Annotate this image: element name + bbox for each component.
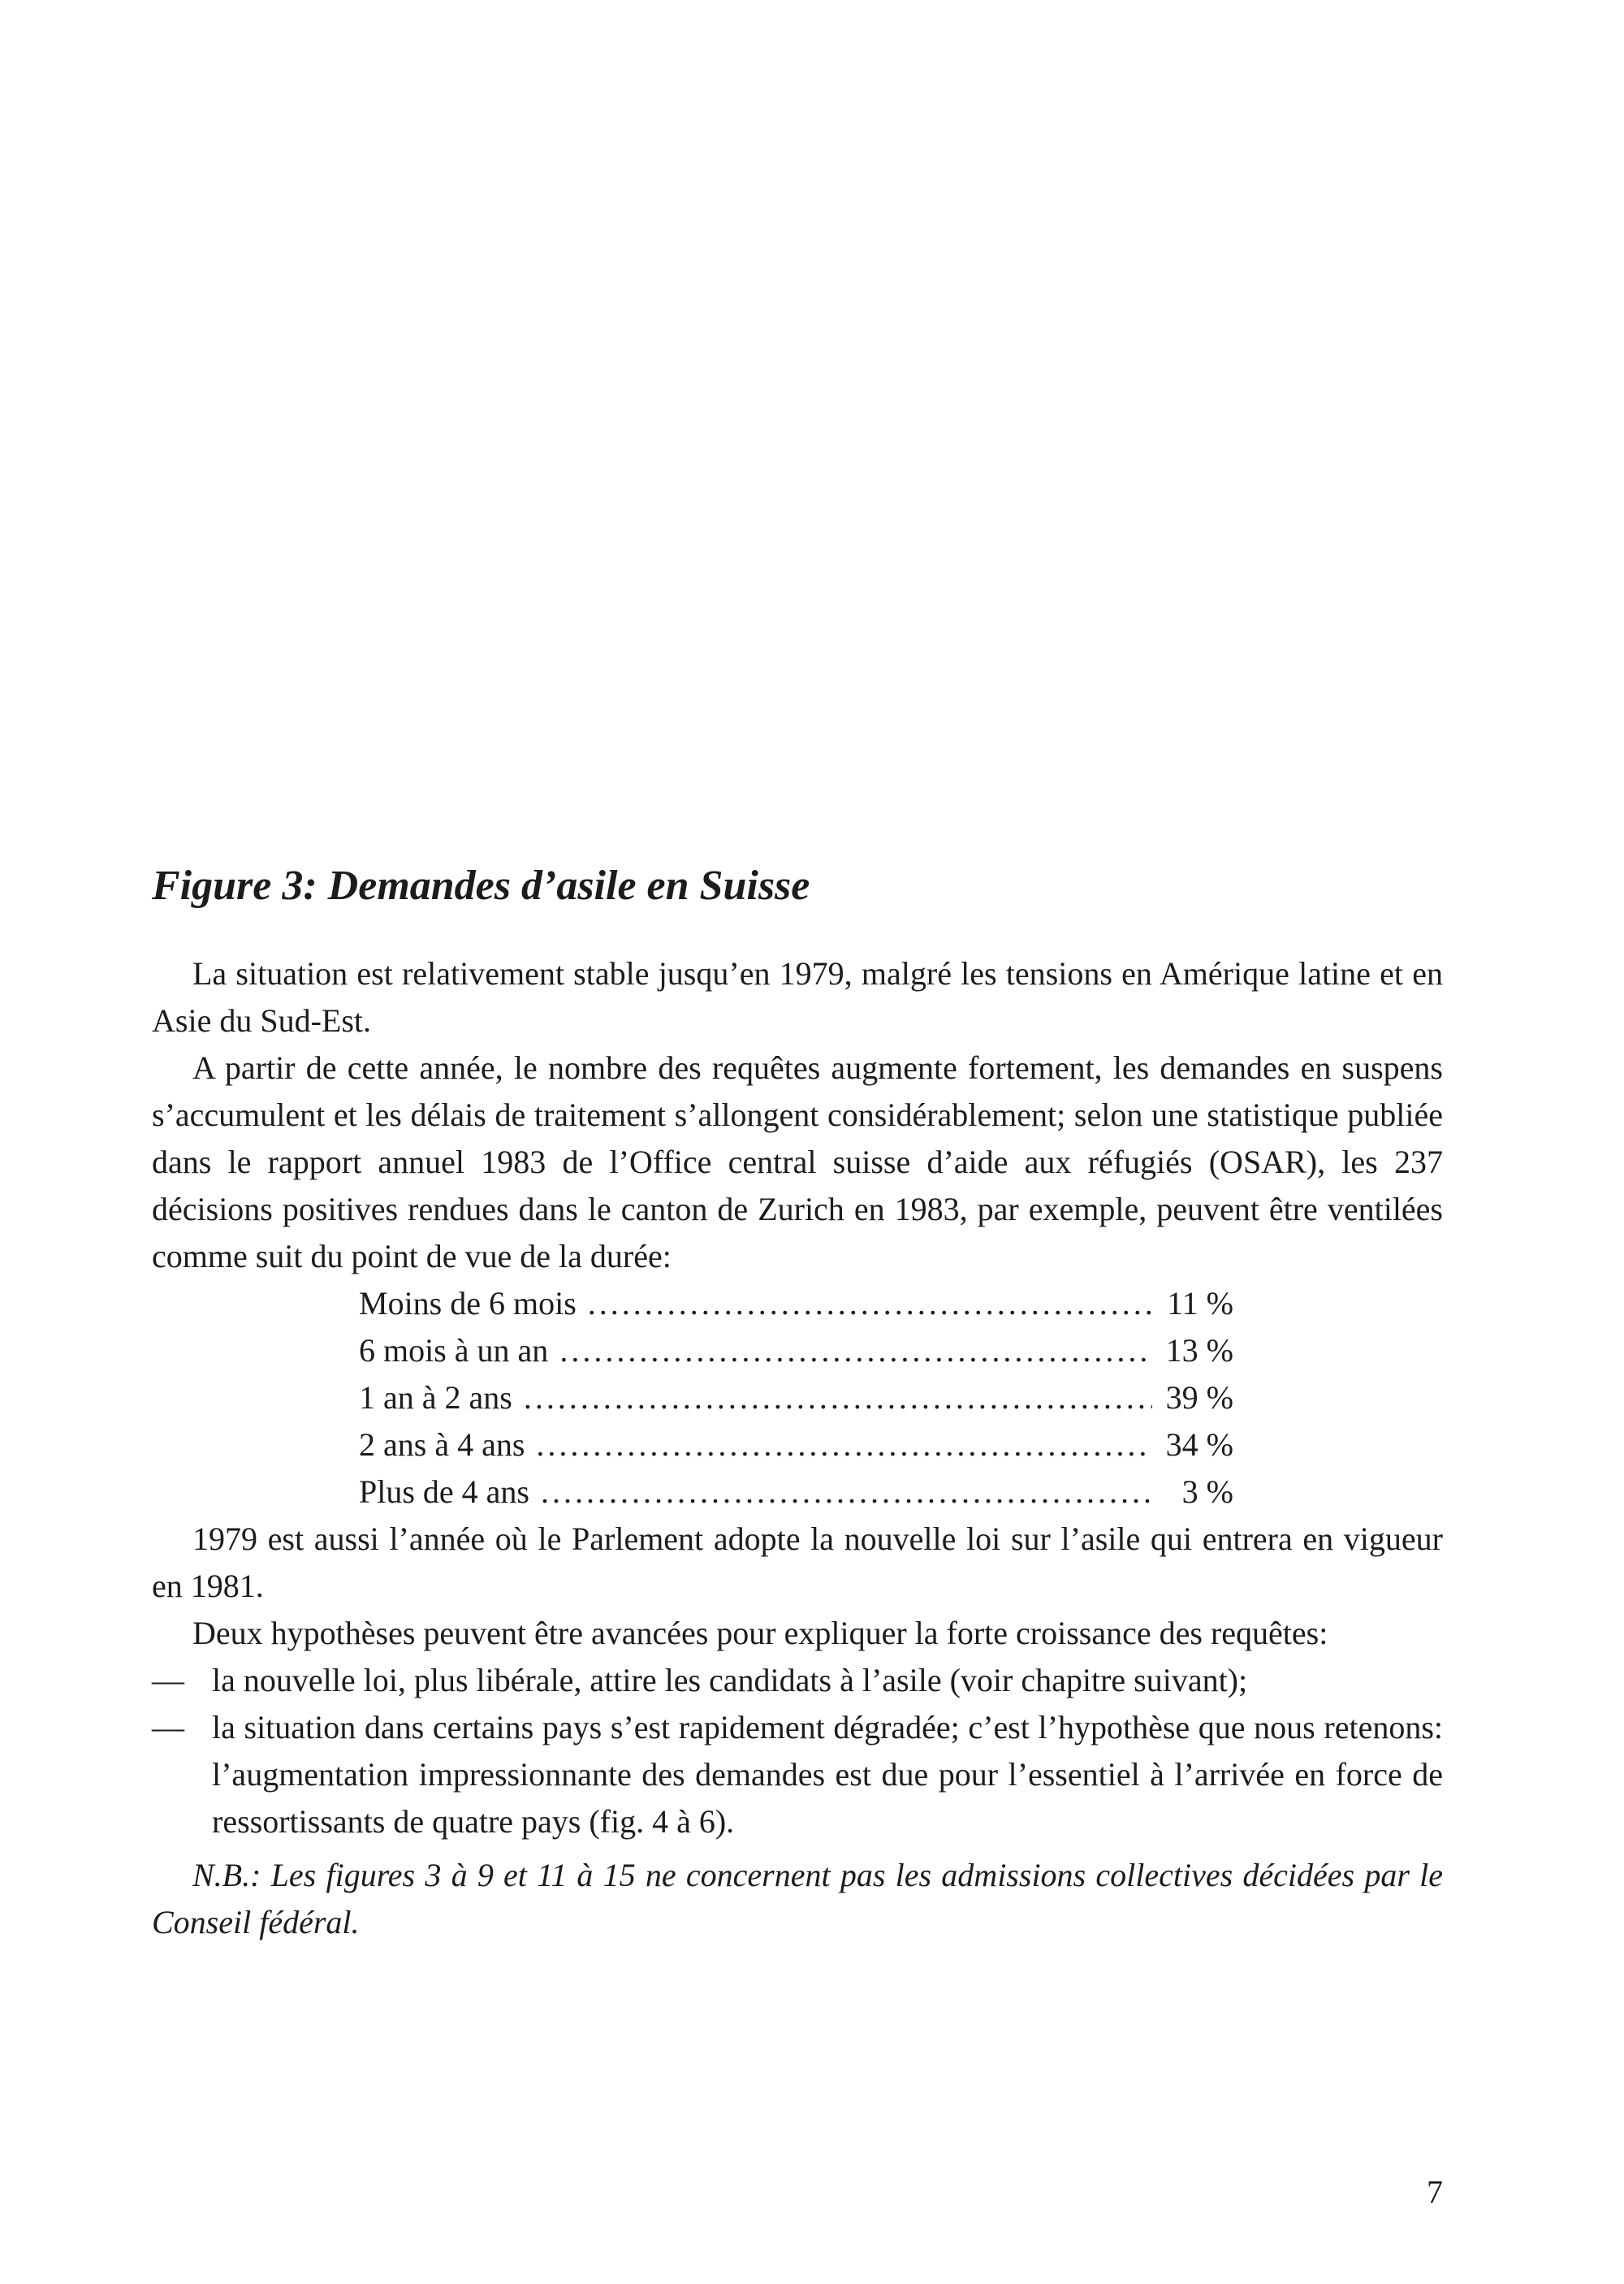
duration-label: 1 an à 2 ans [359,1379,512,1417]
duration-value: 11 % [1167,1285,1233,1322]
dash-marker: — [152,1709,184,1746]
paragraph-intro: La situation est relativement stable jusqu’en 1979, malgré les tensions en Amérique latine et en Asie du Sud-Est. [152,955,1443,1040]
hypothesis-item [152,1704,1443,1845]
duration-label: 2 ans à 4 ans [359,1426,525,1464]
duration-row [359,1374,1233,1421]
dot-leader [524,1374,1152,1421]
hypothesis-text: la nouvelle loi, plus libérale, attire les candidats à l’asile (voir chapitre suivant); [212,1662,1248,1699]
duration-table [359,1280,1233,1516]
duration-label: 6 mois à un an [359,1332,549,1369]
dot-leader [536,1421,1152,1469]
note-paragraph: N.B.: Les figures 3 à 9 et 11 à 15 ne concernent pas les admissions collectives décidées par le Conseil fédéral. [152,1857,1443,1941]
hypothesis-item [152,1657,1443,1704]
duration-value: 34 % [1165,1426,1233,1464]
duration-value: 39 % [1165,1379,1233,1417]
duration-row [359,1469,1233,1516]
duration-value: 13 % [1165,1332,1233,1369]
dot-leader [559,1327,1152,1374]
page-number: 7 [1427,2174,1443,2210]
hypothesis-text: la situation dans certains pays s’est rapidement dégradée; c’est l’hypothèse que nous retenons: l’augmentation impressionnante des demandes est due pour l’essentiel à l’arrivée en force de ressortissants de quatre pays (fig. 4 à 6). [212,1709,1443,1841]
paragraph-law: 1979 est aussi l’année où le Parlement adopte la nouvelle loi sur l’asile qui entrera en vigueur en 1981. [152,1521,1443,1605]
duration-value: 3 % [1181,1473,1233,1511]
duration-row [359,1280,1233,1327]
duration-label: Moins de 6 mois [359,1285,577,1322]
figure-heading: Figure 3: Demandes d’asile en Suisse [152,863,810,909]
dot-leader [541,1469,1152,1516]
duration-label: Plus de 4 ans [359,1473,529,1511]
paragraph-increase: A partir de cette année, le nombre des requêtes augmente fortement, les demandes en suspens s’accumulent et les délais de traitement s’allongent considérablement; selon une statistique publiée dans le rapport annuel 1983 de l’Office central suisse d’aide aux réfugiés (OSAR), les 237 décisions positives rendues dans le canton de Zurich en 1983, par exemple, peuvent être ventilées comme suit du point de vue de la durée: [152,1049,1443,1275]
dash-marker: — [152,1662,184,1699]
dot-leader [588,1280,1152,1327]
paragraph-hypotheses: Deux hypothèses peuvent être avancées pour expliquer la forte croissance des requêtes: [192,1615,1328,1652]
document-body [152,861,1443,1946]
duration-row [359,1327,1233,1374]
duration-row [359,1421,1233,1469]
